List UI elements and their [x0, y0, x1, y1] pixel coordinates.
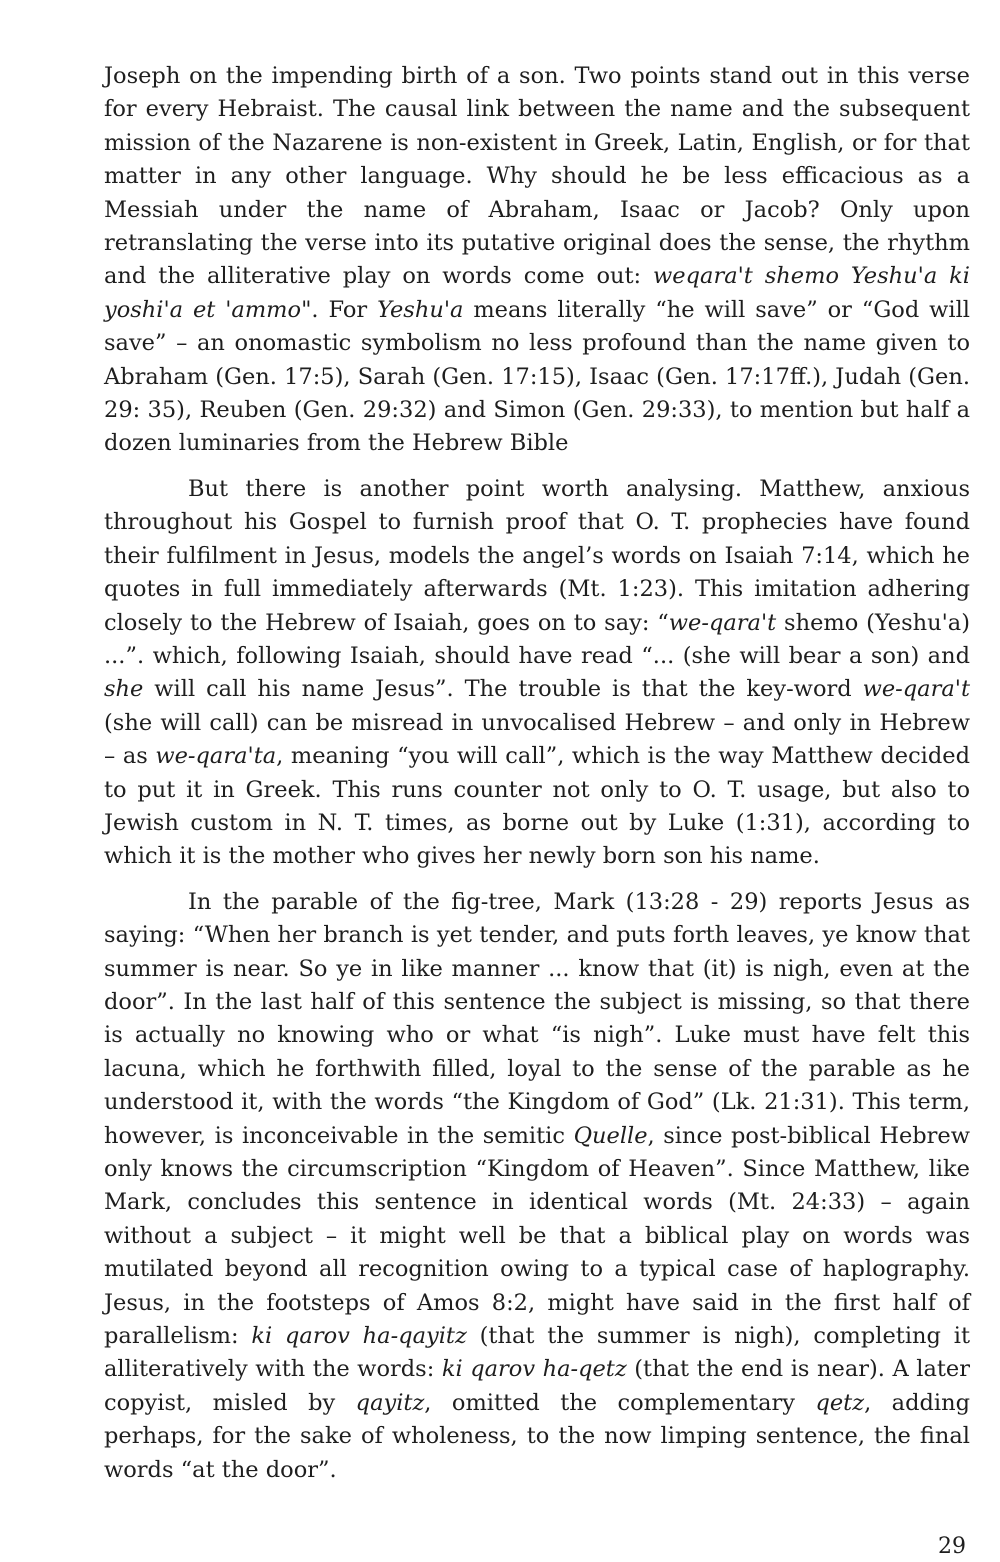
transliteration-we-qarata: we-qara'ta	[155, 743, 277, 770]
paragraph-1	[104, 60, 970, 461]
transliteration-weqarat-shemo: weqara't shemo Yeshu'a ki yoshi'a et 'ammo	[104, 263, 970, 323]
paragraph-2-text: But there is another point worth analysing. Matthew, anxious throughout his Gospel to furnish proof that O. T. prophecies have found their fulfilment in Jesus, models the angel’s words on Isaiah 7:14, which he quotes in full immediately afterwards (Mt. 1:23). This imitation adhering closely to the Hebrew of Isaiah, goes on to say: “	[104, 475, 970, 636]
transliteration-we-qarat: we-qara't	[668, 609, 777, 636]
paragraph-2-text: (she will call) can be misread in unvocalised Hebrew – and only in Hebrew – as	[104, 709, 970, 770]
paragraph-3-text: , since post-biblical Hebrew only knows the circumscription “Kingdom of Heaven”. Since Matthew, like Mark, concludes this sentence in identical words (Mt. 24:33) – again without a subject – it might well be that a biblical play on words was mutilated beyond all recognition owing to a typical case of haplography. Jesus, in the footsteps of Amos 8:2, might have said in the first half of parallelism:	[104, 1122, 970, 1350]
paragraph-3-text: (that the summer is nigh), completing it alliteratively with the words:	[104, 1323, 970, 1383]
paragraph-3-text: In the parable of the fig-tree, Mark (13:28 - 29) reports Jesus as saying: “When her branch is yet tender, and puts forth leaves, ye know that summer is near. So ye in like manner ... know that (it) is nigh, even at the door”. In the last half of this sentence the subject is missing, so that there is actually no knowing who or what “is nigh”. Luke must have felt this lacuna, which he forthwith filled, loyal to the sense of the parable as he understood it, with the words “the Kingdom of God” (Lk. 21:31). This term, however, is inconceivable in the semitic	[104, 888, 970, 1149]
transliteration-we-qarat: we-qara't	[862, 676, 970, 703]
page-body	[104, 60, 970, 1487]
paragraph-3-text: , adding perhaps, for the sake of wholeness, to the now limping sentence, the final words “at the door”.	[104, 1389, 970, 1483]
transliteration-yeshua: Yeshu'a	[377, 296, 464, 323]
paragraph-2-text: , meaning “you will call”, which is the way Matthew decided to put it in Greek. This runs counter not only to O. T. usage, but also to Jewish custom in N. T. times, as borne out by Luke (1:31), according to which it is the mother who gives her newly born son his name.	[104, 743, 971, 870]
transliteration-ki-qarov-ha-qetz: ki qarov ha-qetz	[441, 1356, 627, 1383]
page-number: 29	[938, 1534, 966, 1559]
paragraph-3-text: (that the end is near). A later copyist, misled by	[104, 1356, 970, 1416]
paragraph-2-text: shemo (Yeshu'a) ...”. which, following Isaiah, should have read “... (she will bear a son) and	[104, 609, 970, 669]
emphasis-she: she	[104, 676, 144, 703]
paragraph-3-text: , omitted the complementary	[424, 1389, 816, 1416]
paragraph-2-text: will call his name Jesus”. The trouble is that the key-word	[143, 676, 863, 703]
paragraph-3	[104, 886, 970, 1487]
paragraph-1-text: ". For	[301, 296, 378, 323]
transliteration-qetz: qetz	[815, 1389, 865, 1416]
paragraph-1-text: Joseph on the impending birth of a son. Two points stand out in this verse for every Hebraist. The causal link between the name and the subsequent mission of the Nazarene is non-existent in Greek, Latin, English, or for that matter in any other language. Why should he be less efficacious as a Messiah under the name of Abraham, Isaac or Jacob? Only upon retranslating the verse into its putative original does the sense, the rhythm and the alliterative play on words come out:	[104, 63, 970, 290]
paragraph-1-text: means literally “he will save” or “God will save” – an onomastic symbolism no less profound than the name given to Abraham (Gen. 17:5), Sarah (Gen. 17:15), Isaac (Gen. 17:17ff.), Judah (Gen. 29: 35), Reuben (Gen. 29:32) and Simon (Gen. 29:33), to mention but half a dozen luminaries from the Hebrew Bible	[104, 296, 970, 457]
transliteration-ki-qarov-ha-qayitz: ki qarov ha-qayitz	[251, 1323, 467, 1350]
transliteration-qayitz: qayitz	[355, 1389, 425, 1416]
term-quelle: Quelle	[573, 1122, 648, 1149]
paragraph-2	[104, 473, 970, 874]
